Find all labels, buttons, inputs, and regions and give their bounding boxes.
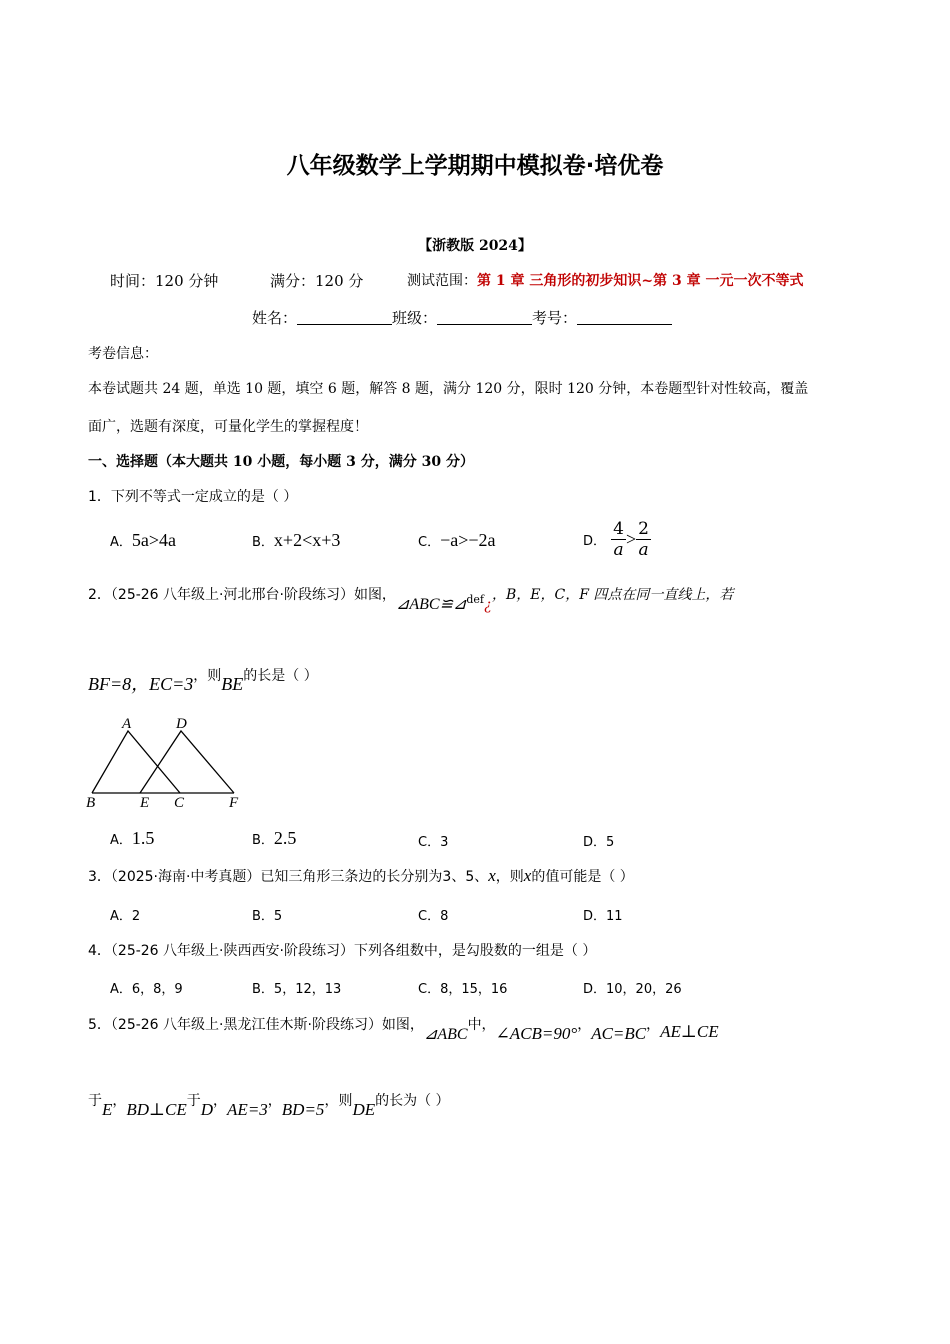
q1-option-a[interactable]	[110, 530, 176, 551]
class-label: 班级：	[392, 309, 438, 327]
q5-comma-2: ，	[646, 1017, 661, 1033]
q2-option-d[interactable]	[583, 831, 614, 850]
range-value: 第 1 章 三角形的初步知识~第 3 章 一元一次不等式	[477, 273, 804, 289]
q1-c-label: C．	[418, 535, 441, 550]
q2-c-val: 3	[440, 835, 449, 850]
exam-score: 满分：120 分	[270, 272, 364, 290]
q5-aece: AE⊥CE	[660, 1022, 719, 1041]
label-c: C	[174, 795, 185, 811]
q1-b-label: B．	[252, 535, 274, 550]
q5-line2-comma-3: ，	[267, 1093, 282, 1109]
q4-option-b[interactable]: B．5，12，13	[252, 982, 342, 997]
q3-option-d[interactable]: D．11	[583, 909, 623, 924]
name-label: 姓名：	[252, 309, 298, 327]
q5-line2-yu2: 于	[186, 1093, 201, 1109]
q2-line-2	[88, 660, 318, 694]
q3-stem-x2: x	[523, 866, 532, 885]
q5-line2-ae: AE=3	[227, 1100, 268, 1119]
q3-stem-prefix: 3．（2025·海南·中考真题）已知三角形三条边的长分别为3、5、	[88, 869, 489, 885]
q2-line2-math: BF=8，EC=3	[88, 674, 194, 694]
q3-stem-suffix: 的值可能是（ ）	[531, 869, 634, 885]
q5-tri: ⊿ABC	[423, 1026, 468, 1043]
student-info-line	[252, 307, 672, 328]
label-b: B	[86, 795, 96, 811]
notice-line-2: 面广，选题有深度，可量化学生的掌握程度！	[88, 419, 368, 435]
q2-stem	[88, 584, 734, 613]
q5-line2-de: DE	[352, 1100, 376, 1119]
q5-acbc: AC=BC	[591, 1024, 647, 1043]
q5-stem-prefix: 5．（25-26 八年级上·黑龙江佳木斯·阶段练习）如图，	[88, 1017, 424, 1033]
q4-option-d[interactable]: D．10，20，26	[583, 982, 682, 997]
q3-stem	[88, 866, 634, 886]
q2-stem-suffix: ，B，E，C，F 四点在同一直线上，若	[492, 587, 734, 603]
q1-option-c[interactable]	[418, 530, 496, 551]
q2-option-a[interactable]	[110, 828, 154, 849]
notice-heading: 考卷信息：	[88, 346, 158, 362]
q3-option-c[interactable]: C．8	[418, 909, 449, 924]
edition-label: 【浙教版 2024】	[418, 238, 532, 254]
q5-line2-comma-1: ，	[112, 1093, 127, 1109]
q2-stem-math: ⊿ABC≌⊿	[395, 596, 467, 613]
q1-option-b[interactable]	[252, 530, 340, 551]
q5-line2-bdv: BD=5	[281, 1100, 325, 1119]
q5-line2-comma-4: ，	[324, 1093, 339, 1109]
triangle-abc	[92, 731, 180, 793]
q2-stem-glitch: ¿	[484, 596, 492, 613]
q2-d-label: D．	[583, 835, 607, 850]
q2-line2-be: BE	[221, 674, 244, 694]
q2-line2-comma: ，	[193, 668, 208, 684]
q1-b-math: x+2<x+3	[273, 530, 341, 550]
name-field[interactable]	[297, 310, 392, 325]
q2-b-label: B．	[252, 833, 274, 848]
q5-zhong: 中，	[467, 1017, 496, 1033]
q2-line2-suffix: 的长是（ ）	[243, 668, 318, 684]
q5-line2-comma-2: ，	[213, 1093, 228, 1109]
label-a: A	[122, 716, 132, 732]
q5-line2-bd: BD⊥CE	[126, 1100, 187, 1119]
q2-d-val: 5	[606, 835, 615, 850]
q2-triangle-figure	[84, 712, 254, 812]
q3-option-b[interactable]: B．5	[252, 909, 283, 924]
q5-line2-e: E	[102, 1100, 113, 1119]
q2-b-val: 2.5	[273, 828, 297, 848]
q1-a-label: A．	[110, 535, 132, 550]
q5-comma-1: ，	[577, 1017, 592, 1033]
q2-a-val: 1.5	[131, 828, 155, 848]
exam-no-label: 考号：	[532, 309, 578, 327]
q2-option-b[interactable]	[252, 828, 296, 849]
q1-d-frac-2: $\frac{2}{a}$	[638, 519, 649, 560]
q2-a-label: A．	[110, 833, 132, 848]
q5-line2-d: D	[200, 1100, 214, 1119]
q3-stem-mid: ，则	[495, 869, 524, 885]
q5-stem	[88, 1014, 719, 1043]
q5-line2-then: 则	[338, 1093, 353, 1109]
q1-c-math: −a>−2a	[440, 530, 496, 550]
q2-option-c[interactable]	[418, 831, 448, 850]
q4-option-c[interactable]: C．8，15，16	[418, 982, 508, 997]
q1-a-math: 5a>4a	[131, 530, 177, 550]
q5-line-2	[88, 1090, 450, 1119]
range-label: 测试范围：	[407, 273, 477, 289]
label-e: E	[140, 795, 150, 811]
q2-stem-prefix: 2．（25-26 八年级上·河北邢台·阶段练习）如图，	[88, 587, 396, 603]
q3-stem-x: x	[488, 866, 496, 885]
q3-option-a[interactable]: A．2	[110, 909, 141, 924]
notice-line-1: 本卷试题共 24 题，单选 10 题，填空 6 题，解答 8 题，满分 120 分，限时 120 分钟，本卷题型针对性较高，覆盖	[88, 381, 809, 397]
label-d: D	[176, 716, 187, 732]
q1-d-op: >	[625, 529, 637, 549]
q5-line2-yu: 于	[88, 1093, 102, 1109]
class-field[interactable]	[437, 310, 532, 325]
q2-c-label: C．	[418, 835, 441, 850]
exam-range	[407, 270, 803, 290]
exam-time: 时间：120 分钟	[110, 272, 219, 290]
q4-stem: 4．（25-26 八年级上·陕西西安·阶段练习）下列各组数中，是勾股数的一组是（ ）	[88, 943, 597, 959]
q1-d-frac-1: $\frac{4}{a}$	[613, 519, 624, 560]
exam-no-field[interactable]	[577, 310, 672, 325]
q1-stem: 1．下列不等式一定成立的是（ ）	[88, 489, 298, 505]
q5-angle: ∠ACB=90°	[495, 1024, 578, 1043]
q1-option-d[interactable]	[583, 519, 651, 560]
q1-d-label: D．	[583, 534, 607, 549]
q5-line2-suffix: 的长为（ ）	[375, 1093, 450, 1109]
page-title: 八年级数学上学期期中模拟卷·培优卷	[286, 153, 664, 179]
q2-line2-then: 则	[207, 668, 222, 684]
section-heading: 一、选择题（本大题共 10 小题，每小题 3 分，满分 30 分）	[88, 454, 474, 470]
q2-stem-def: def	[466, 593, 484, 606]
q4-option-a[interactable]: A．6，8，9	[110, 982, 183, 997]
label-f: F	[229, 795, 239, 811]
